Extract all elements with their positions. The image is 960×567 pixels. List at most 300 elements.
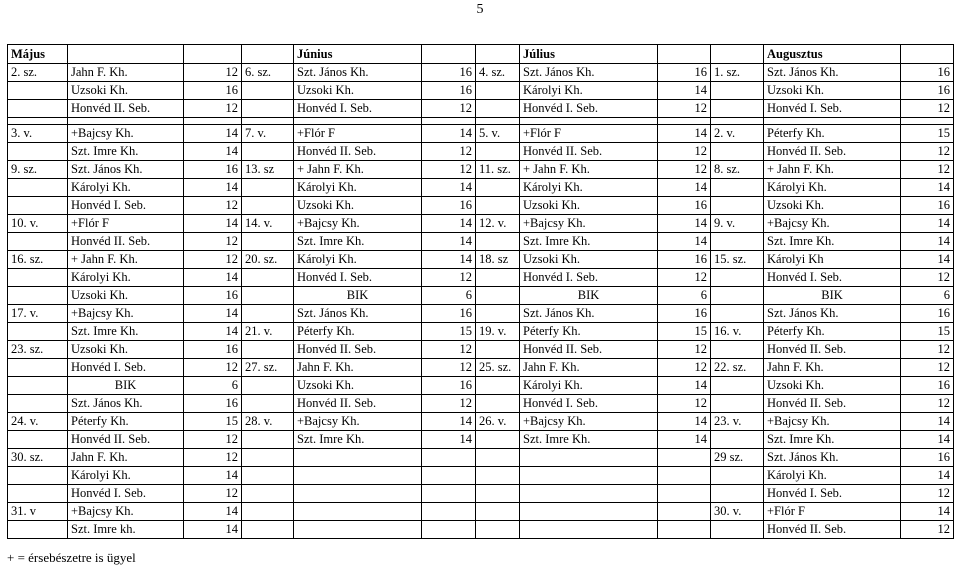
shift-label: [242, 431, 294, 449]
hospital-name: +Bajcsy Kh.: [520, 215, 658, 233]
table-row: [8, 64, 954, 82]
duty-hours: 12: [422, 143, 476, 161]
hospital-name: Uzsoki Kh.: [294, 82, 422, 100]
shift-label: 24. v.: [8, 413, 68, 431]
duty-hours: 14: [422, 413, 476, 431]
hospital-name: Szt. Imre Kh.: [294, 431, 422, 449]
shift-label: 23. v.: [711, 413, 764, 431]
hospital-name: Honvéd I. Seb.: [764, 269, 901, 287]
duty-hours: 12: [901, 359, 954, 377]
shift-label: [476, 197, 520, 215]
hospital-name: Uzsoki Kh.: [294, 197, 422, 215]
duty-hours: 12: [901, 161, 954, 179]
duty-hours: 12: [184, 431, 242, 449]
table-row: [8, 431, 954, 449]
duty-hours: 14: [658, 179, 711, 197]
hospital-name: [294, 521, 422, 539]
hospital-name: Szt. János Kh.: [294, 305, 422, 323]
shift-label: 9. v.: [711, 215, 764, 233]
table-row: [8, 395, 954, 413]
hospital-name: Szt. Imre Kh.: [520, 233, 658, 251]
hospital-name: + Jahn F. Kh.: [68, 251, 184, 269]
hospital-name: +Bajcsy Kh.: [68, 125, 184, 143]
duty-hours: 14: [184, 323, 242, 341]
hospital-name: BIK: [68, 377, 184, 395]
hospital-name: Jahn F. Kh.: [68, 64, 184, 82]
shift-label: [711, 233, 764, 251]
duty-hours: 12: [184, 233, 242, 251]
hospital-name: Károlyi Kh.: [68, 269, 184, 287]
table-row: [8, 467, 954, 485]
duty-hours: 16: [901, 197, 954, 215]
shift-label: [476, 179, 520, 197]
duty-hours: 12: [901, 269, 954, 287]
duty-hours: 14: [658, 125, 711, 143]
duty-hours: 14: [184, 521, 242, 539]
shift-label: 29 sz.: [711, 449, 764, 467]
hospital-name: Szt. Imre Kh.: [520, 431, 658, 449]
duty-hours: 16: [422, 82, 476, 100]
month-header-blank: [901, 45, 954, 64]
hospital-name: Péterfy Kh.: [764, 125, 901, 143]
shift-label: [8, 179, 68, 197]
shift-label: [476, 377, 520, 395]
duty-hours: 12: [658, 269, 711, 287]
hospital-name: Szt. János Kh.: [68, 161, 184, 179]
hospital-name: Szt. Imre Kh.: [764, 233, 901, 251]
month-header: Május: [8, 45, 68, 64]
hospital-name: Honvéd II. Seb.: [294, 143, 422, 161]
hospital-name: + Jahn F. Kh.: [764, 161, 901, 179]
duty-hours: 15: [901, 125, 954, 143]
duty-hours: 12: [184, 485, 242, 503]
shift-label: [711, 100, 764, 118]
duty-hours: 16: [658, 64, 711, 82]
duty-hours: 14: [184, 503, 242, 521]
hospital-name: Szt. János Kh.: [520, 305, 658, 323]
shift-label: 18. sz: [476, 251, 520, 269]
shift-label: [242, 341, 294, 359]
shift-label: 9. sz.: [8, 161, 68, 179]
shift-label: [242, 143, 294, 161]
duty-hours: [658, 521, 711, 539]
shift-label: 14. v.: [242, 215, 294, 233]
hospital-name: +Bajcsy Kh.: [764, 413, 901, 431]
shift-label: [242, 233, 294, 251]
hospital-name: Honvéd I. Seb.: [294, 100, 422, 118]
table-row: [8, 233, 954, 251]
hospital-name: Uzsoki Kh.: [294, 377, 422, 395]
shift-label: [8, 143, 68, 161]
hospital-name: Honvéd II. Seb.: [764, 521, 901, 539]
hospital-name: Uzsoki Kh.: [764, 82, 901, 100]
hospital-name: Szt. Imre Kh.: [294, 233, 422, 251]
duty-hours: 16: [422, 64, 476, 82]
shift-label: [476, 82, 520, 100]
duty-hours: 12: [184, 251, 242, 269]
hospital-name: Jahn F. Kh.: [68, 449, 184, 467]
shift-label: 12. v.: [476, 215, 520, 233]
separator-cell: [901, 118, 954, 125]
shift-label: 31. v: [8, 503, 68, 521]
hospital-name: Honvéd II. Seb.: [68, 233, 184, 251]
shift-label: [242, 269, 294, 287]
shift-label: [476, 521, 520, 539]
duty-hours: 15: [422, 323, 476, 341]
hospital-name: Honvéd I. Seb.: [68, 485, 184, 503]
hospital-name: + Jahn F. Kh.: [294, 161, 422, 179]
shift-label: 27. sz.: [242, 359, 294, 377]
hospital-name: Honvéd I. Seb.: [520, 269, 658, 287]
duty-hours: 14: [901, 467, 954, 485]
month-header: Július: [520, 45, 658, 64]
hospital-name: Péterfy Kh.: [294, 323, 422, 341]
shift-label: 10. v.: [8, 215, 68, 233]
shift-label: [8, 377, 68, 395]
hospital-name: Péterfy Kh.: [68, 413, 184, 431]
duty-hours: 16: [658, 305, 711, 323]
shift-label: 6. sz.: [242, 64, 294, 82]
table-row: [8, 251, 954, 269]
duty-hours: 16: [422, 197, 476, 215]
duty-hours: 12: [422, 100, 476, 118]
duty-hours: 12: [184, 197, 242, 215]
shift-label: [8, 197, 68, 215]
shift-label: [242, 305, 294, 323]
hospital-name: +Flór F: [68, 215, 184, 233]
duty-hours: 14: [901, 503, 954, 521]
duty-hours: 12: [901, 521, 954, 539]
duty-hours: [658, 449, 711, 467]
hospital-name: Honvéd II. Seb.: [764, 395, 901, 413]
shift-label: [711, 143, 764, 161]
hospital-name: Uzsoki Kh.: [68, 287, 184, 305]
duty-hours: 14: [422, 125, 476, 143]
hospital-name: Károlyi Kh.: [68, 179, 184, 197]
hospital-name: +Flór F: [520, 125, 658, 143]
hospital-name: +Bajcsy Kh.: [68, 503, 184, 521]
shift-label: 8. sz.: [711, 161, 764, 179]
duty-hours: 14: [422, 251, 476, 269]
shift-label: [476, 485, 520, 503]
duty-hours: 14: [184, 179, 242, 197]
month-header-blank: [658, 45, 711, 64]
duty-hours: 12: [184, 100, 242, 118]
duty-hours: 12: [422, 161, 476, 179]
duty-hours: 16: [184, 82, 242, 100]
duty-hours: 12: [658, 359, 711, 377]
hospital-name: Károlyi Kh.: [294, 251, 422, 269]
hospital-name: Jahn F. Kh.: [764, 359, 901, 377]
shift-label: [242, 100, 294, 118]
hospital-name: Honvéd I. Seb.: [764, 485, 901, 503]
shift-label: [242, 82, 294, 100]
shift-label: [8, 269, 68, 287]
duty-hours: 14: [184, 269, 242, 287]
hospital-name: Uzsoki Kh.: [764, 377, 901, 395]
duty-hours: 14: [901, 233, 954, 251]
duty-hours: 6: [422, 287, 476, 305]
duty-hours: 12: [901, 395, 954, 413]
shift-label: [8, 467, 68, 485]
duty-schedule-table: [7, 44, 954, 539]
hospital-name: Szt. Imre kh.: [68, 521, 184, 539]
shift-label: [711, 521, 764, 539]
duty-hours: 16: [422, 377, 476, 395]
hospital-name: [520, 449, 658, 467]
duty-hours: 14: [658, 431, 711, 449]
hospital-name: Honvéd II. Seb.: [294, 341, 422, 359]
table-row: [8, 413, 954, 431]
month-header-blank: [68, 45, 184, 64]
separator-cell: [68, 118, 184, 125]
duty-hours: 14: [658, 82, 711, 100]
hospital-name: [294, 485, 422, 503]
duty-hours: 12: [422, 359, 476, 377]
duty-hours: 14: [184, 125, 242, 143]
duty-hours: 14: [658, 233, 711, 251]
shift-label: [242, 197, 294, 215]
shift-label: [476, 431, 520, 449]
shift-label: [8, 521, 68, 539]
hospital-name: Szt. János Kh.: [294, 64, 422, 82]
duty-hours: 14: [184, 467, 242, 485]
separator-cell: [294, 118, 422, 125]
hospital-name: [520, 503, 658, 521]
shift-label: 5. v.: [476, 125, 520, 143]
duty-hours: [422, 485, 476, 503]
duty-hours: 14: [901, 413, 954, 431]
shift-label: [711, 467, 764, 485]
separator-cell: [242, 118, 294, 125]
hospital-name: +Bajcsy Kh.: [294, 215, 422, 233]
shift-label: [711, 287, 764, 305]
shift-label: [242, 467, 294, 485]
table-row: [8, 215, 954, 233]
hospital-name: Honvéd II. Seb.: [764, 341, 901, 359]
shift-label: [8, 359, 68, 377]
hospital-name: Uzsoki Kh.: [68, 341, 184, 359]
duty-hours: 14: [184, 143, 242, 161]
page-number: 5: [476, 2, 484, 17]
shift-label: [242, 503, 294, 521]
duty-hours: 14: [658, 413, 711, 431]
hospital-name: Szt. Imre Kh.: [68, 323, 184, 341]
duty-hours: 16: [422, 305, 476, 323]
hospital-name: BIK: [520, 287, 658, 305]
month-header-blank: [422, 45, 476, 64]
month-header: [476, 45, 520, 64]
duty-hours: [422, 521, 476, 539]
table-row: [8, 287, 954, 305]
shift-label: [476, 305, 520, 323]
duty-hours: 16: [901, 82, 954, 100]
shift-label: [242, 377, 294, 395]
table-row: [8, 305, 954, 323]
table-row: [8, 179, 954, 197]
hospital-name: Szt. János Kh.: [764, 64, 901, 82]
shift-label: [8, 287, 68, 305]
month-header: [711, 45, 764, 64]
hospital-name: Szt. János Kh.: [764, 305, 901, 323]
hospital-name: [520, 485, 658, 503]
duty-hours: 14: [658, 215, 711, 233]
duty-hours: [658, 485, 711, 503]
shift-label: 22. sz.: [711, 359, 764, 377]
hospital-name: [294, 503, 422, 521]
hospital-name: Károlyi Kh.: [68, 467, 184, 485]
shift-label: [711, 82, 764, 100]
duty-hours: 14: [901, 215, 954, 233]
hospital-name: +Bajcsy Kh.: [68, 305, 184, 323]
shift-label: [711, 377, 764, 395]
shift-label: 28. v.: [242, 413, 294, 431]
shift-label: [711, 485, 764, 503]
shift-label: [476, 341, 520, 359]
table-row: [8, 485, 954, 503]
hospital-name: Honvéd II. Seb.: [520, 143, 658, 161]
shift-label: [476, 143, 520, 161]
hospital-name: [294, 467, 422, 485]
shift-label: [8, 323, 68, 341]
duty-hours: 6: [901, 287, 954, 305]
duty-hours: 16: [901, 64, 954, 82]
shift-label: [476, 503, 520, 521]
hospital-name: Károlyi Kh.: [294, 179, 422, 197]
month-header: Augusztus: [764, 45, 901, 64]
shift-label: [476, 287, 520, 305]
separator-cell: [520, 118, 658, 125]
table-row: [8, 82, 954, 100]
shift-label: [8, 233, 68, 251]
shift-label: 16. sz.: [8, 251, 68, 269]
duty-hours: 16: [901, 449, 954, 467]
shift-label: 30. v.: [711, 503, 764, 521]
shift-label: [711, 431, 764, 449]
month-header-blank: [184, 45, 242, 64]
shift-label: 19. v.: [476, 323, 520, 341]
duty-hours: 12: [658, 341, 711, 359]
separator-cell: [764, 118, 901, 125]
month-header-row: [8, 45, 954, 64]
duty-hours: 14: [184, 215, 242, 233]
table-row: [8, 269, 954, 287]
duty-hours: 12: [184, 449, 242, 467]
duty-hours: 12: [658, 100, 711, 118]
shift-label: [8, 100, 68, 118]
shift-label: [711, 395, 764, 413]
separator-cell: [422, 118, 476, 125]
table-row: [8, 161, 954, 179]
duty-hours: 16: [658, 251, 711, 269]
table-row: [8, 143, 954, 161]
month-header: [242, 45, 294, 64]
hospital-name: Honvéd I. Seb.: [764, 100, 901, 118]
hospital-name: Jahn F. Kh.: [294, 359, 422, 377]
duty-hours: 14: [901, 431, 954, 449]
hospital-name: Szt. János Kh.: [68, 395, 184, 413]
hospital-name: Szt. János Kh.: [764, 449, 901, 467]
duty-hours: 14: [422, 215, 476, 233]
shift-label: [8, 485, 68, 503]
hospital-name: Szt. Imre Kh.: [68, 143, 184, 161]
hospital-name: [294, 449, 422, 467]
hospital-name: Honvéd I. Seb.: [520, 395, 658, 413]
duty-hours: [422, 449, 476, 467]
shift-label: [711, 341, 764, 359]
hospital-name: Károlyi Kh: [764, 251, 901, 269]
shift-label: [711, 269, 764, 287]
shift-label: 2. sz.: [8, 64, 68, 82]
table-row: [8, 323, 954, 341]
duty-hours: 12: [658, 143, 711, 161]
duty-hours: 16: [184, 287, 242, 305]
shift-label: 1. sz.: [711, 64, 764, 82]
table-row: [8, 359, 954, 377]
separator-cell: [8, 118, 68, 125]
duty-hours: 12: [184, 64, 242, 82]
shift-label: [8, 431, 68, 449]
shift-label: 15. sz.: [711, 251, 764, 269]
hospital-name: Honvéd I. Seb.: [294, 269, 422, 287]
shift-label: [711, 179, 764, 197]
hospital-name: Uzsoki Kh.: [520, 197, 658, 215]
hospital-name: Péterfy Kh.: [520, 323, 658, 341]
hospital-name: [520, 521, 658, 539]
hospital-name: [520, 467, 658, 485]
duty-hours: 12: [422, 395, 476, 413]
duty-hours: 12: [901, 485, 954, 503]
hospital-name: Uzsoki Kh.: [68, 82, 184, 100]
shift-label: 3. v.: [8, 125, 68, 143]
hospital-name: Károlyi Kh.: [520, 82, 658, 100]
duty-hours: [422, 503, 476, 521]
hospital-name: +Bajcsy Kh.: [294, 413, 422, 431]
hospital-name: +Bajcsy Kh.: [520, 413, 658, 431]
duty-hours: 15: [184, 413, 242, 431]
footnote: + = érsebészetre is ügyel: [7, 550, 136, 565]
separator-cell: [711, 118, 764, 125]
duty-hours: 14: [658, 377, 711, 395]
duty-hours: 12: [184, 359, 242, 377]
shift-label: [476, 269, 520, 287]
hospital-name: Károlyi Kh.: [520, 179, 658, 197]
duty-hours: 14: [184, 305, 242, 323]
duty-hours: 12: [901, 100, 954, 118]
shift-label: [242, 287, 294, 305]
duty-hours: 15: [658, 323, 711, 341]
hospital-name: Honvéd I. Seb.: [68, 197, 184, 215]
duty-hours: 12: [901, 341, 954, 359]
shift-label: [242, 395, 294, 413]
hospital-name: Jahn F. Kh.: [520, 359, 658, 377]
duty-hours: 6: [658, 287, 711, 305]
duty-hours: 14: [422, 233, 476, 251]
table-row: [8, 449, 954, 467]
hospital-name: BIK: [764, 287, 901, 305]
duty-hours: 16: [184, 161, 242, 179]
shift-label: 20. sz.: [242, 251, 294, 269]
duty-hours: 12: [658, 161, 711, 179]
hospital-name: Honvéd II. Seb.: [520, 341, 658, 359]
shift-label: [242, 521, 294, 539]
hospital-name: Károlyi Kh.: [520, 377, 658, 395]
duty-hours: 12: [422, 269, 476, 287]
duty-hours: 16: [184, 395, 242, 413]
duty-hours: 14: [901, 251, 954, 269]
duty-hours: 14: [422, 431, 476, 449]
hospital-name: Honvéd I. Seb.: [520, 100, 658, 118]
